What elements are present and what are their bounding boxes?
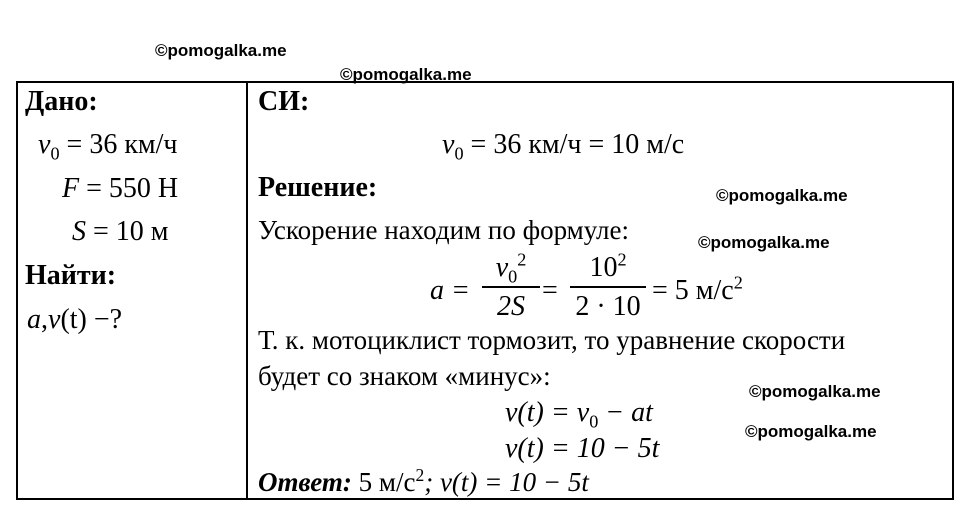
velocity-equation-numeric: v(t) = 10 − 5t bbox=[505, 433, 660, 464]
velocity-equation: $v(t) = v_0$ − at bbox=[505, 397, 653, 432]
solution-text-1: Т. к. мотоциклист тормозит, то уравнение скорости bbox=[258, 325, 846, 355]
si-heading: СИ: bbox=[258, 86, 310, 117]
solution-heading: Решение: bbox=[258, 172, 378, 203]
find-heading: Найти: bbox=[25, 260, 117, 291]
si-conversion: $v_0 = 36$ км/ч = 10 м/с bbox=[442, 129, 685, 164]
watermark: ©pomogalka.me bbox=[698, 233, 830, 252]
given-v0: $v_0 = 36$ км/ч bbox=[38, 129, 178, 164]
solution-text-2: будет со знаком «минус»: bbox=[258, 361, 551, 391]
watermark: ©pomogalka.me bbox=[745, 422, 877, 441]
watermark: ©pomogalka.me bbox=[749, 382, 881, 401]
formula-fraction-2: $10^2$ 2 · 10 bbox=[570, 252, 646, 323]
given-heading: Дано: bbox=[25, 86, 98, 117]
watermark: ©pomogalka.me bbox=[716, 186, 848, 205]
formula-fraction-1: $v_0^2$ 2S bbox=[482, 252, 540, 323]
watermark: ©pomogalka.me bbox=[155, 41, 287, 60]
find-unknowns: a,v(t) −? bbox=[27, 304, 123, 335]
formula-equals: = bbox=[542, 275, 558, 306]
column-divider bbox=[246, 81, 248, 500]
given-distance: S = 10 м bbox=[72, 216, 169, 247]
formula-result: = 5 $м/с^2$ bbox=[652, 272, 743, 306]
solution-intro: Ускорение находим по формуле: bbox=[258, 215, 630, 245]
watermark: ©pomogalka.me bbox=[340, 65, 472, 84]
answer-label: Ответ: bbox=[258, 467, 352, 497]
formula-lhs: a = bbox=[430, 275, 470, 306]
answer-line: Ответ: 5 $м/с^2$; v(t) = 10 − 5t bbox=[258, 465, 589, 497]
given-force: F = 550 Н bbox=[62, 173, 179, 204]
